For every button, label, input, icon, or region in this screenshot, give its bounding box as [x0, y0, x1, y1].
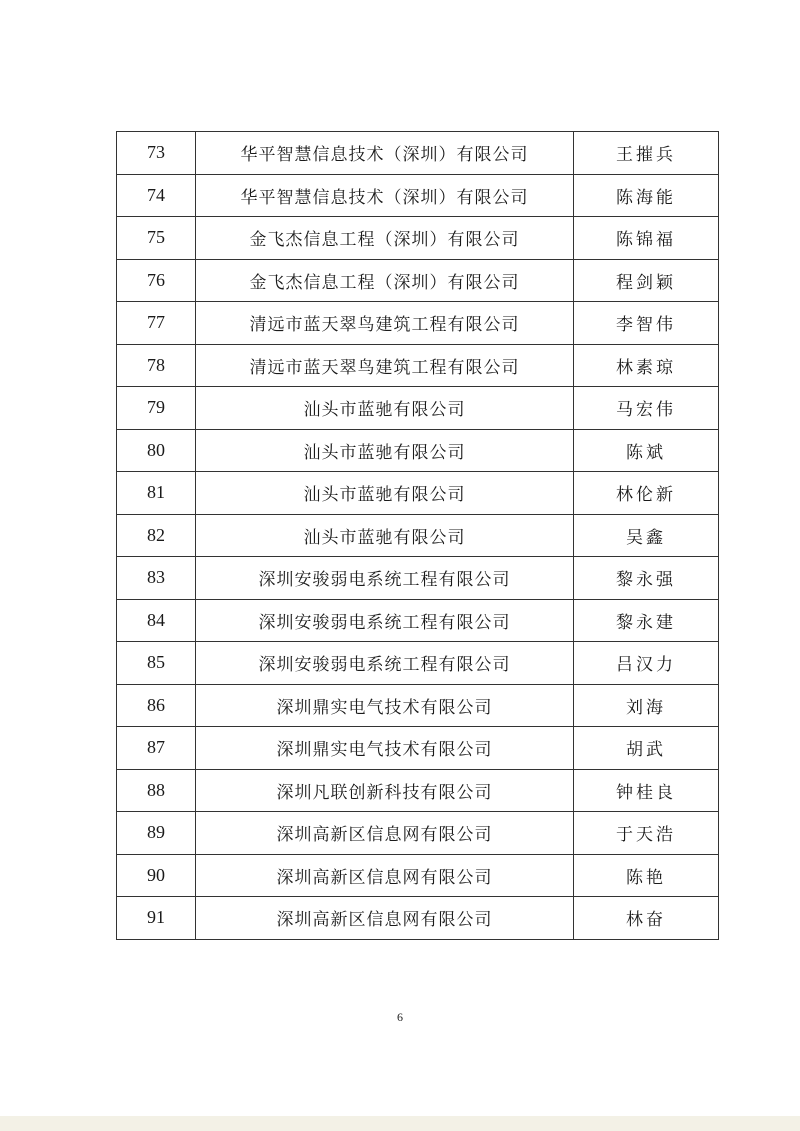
table-row: [117, 897, 719, 940]
row-number-cell: 77: [117, 302, 196, 345]
table-row: [117, 684, 719, 727]
table-row: [117, 472, 719, 515]
person-name-cell: 陈斌: [574, 429, 719, 472]
table-row: [117, 769, 719, 812]
person-name-cell: 胡武: [574, 727, 719, 770]
person-name-cell: 李智伟: [574, 302, 719, 345]
company-name-cell: 清远市蓝天翠鸟建筑工程有限公司: [196, 344, 574, 387]
roster-table-body: [117, 132, 719, 940]
row-number-cell: 82: [117, 514, 196, 557]
company-name-cell: 金飞杰信息工程（深圳）有限公司: [196, 259, 574, 302]
company-name-cell: 深圳安骏弱电系统工程有限公司: [196, 557, 574, 600]
company-name-cell: 深圳鼎实电气技术有限公司: [196, 727, 574, 770]
row-number-cell: 73: [117, 132, 196, 175]
company-name-cell: 深圳凡联创新科技有限公司: [196, 769, 574, 812]
table-row: [117, 344, 719, 387]
row-number-cell: 78: [117, 344, 196, 387]
company-name-cell: 金飞杰信息工程（深圳）有限公司: [196, 217, 574, 260]
row-number-cell: 74: [117, 174, 196, 217]
person-name-cell: 程剑颖: [574, 259, 719, 302]
company-name-cell: 汕头市蓝驰有限公司: [196, 387, 574, 430]
person-name-cell: 林素琼: [574, 344, 719, 387]
company-name-cell: 汕头市蓝驰有限公司: [196, 429, 574, 472]
row-number-cell: 89: [117, 812, 196, 855]
row-number-cell: 81: [117, 472, 196, 515]
person-name-cell: 陈锦福: [574, 217, 719, 260]
company-name-cell: 深圳安骏弱电系统工程有限公司: [196, 642, 574, 685]
page-number: 6: [397, 1010, 403, 1024]
person-name-cell: 黎永强: [574, 557, 719, 600]
person-name-cell: 钟桂良: [574, 769, 719, 812]
person-name-cell: 吕汉力: [574, 642, 719, 685]
company-name-cell: 汕头市蓝驰有限公司: [196, 514, 574, 557]
row-number-cell: 83: [117, 557, 196, 600]
table-row: [117, 599, 719, 642]
company-name-cell: 清远市蓝天翠鸟建筑工程有限公司: [196, 302, 574, 345]
table-row: [117, 854, 719, 897]
person-name-cell: 陈艳: [574, 854, 719, 897]
person-name-cell: 陈海能: [574, 174, 719, 217]
row-number-cell: 75: [117, 217, 196, 260]
table-row: [117, 812, 719, 855]
row-number-cell: 86: [117, 684, 196, 727]
table-row: [117, 642, 719, 685]
scan-edge-strip: [0, 1116, 800, 1131]
table-row: [117, 557, 719, 600]
table-row: [117, 514, 719, 557]
row-number-cell: 87: [117, 727, 196, 770]
company-name-cell: 汕头市蓝驰有限公司: [196, 472, 574, 515]
row-number-cell: 79: [117, 387, 196, 430]
table-row: [117, 727, 719, 770]
table-row: [117, 217, 719, 260]
person-name-cell: 刘海: [574, 684, 719, 727]
person-name-cell: 林伦新: [574, 472, 719, 515]
company-name-cell: 华平智慧信息技术（深圳）有限公司: [196, 132, 574, 175]
row-number-cell: 85: [117, 642, 196, 685]
table-row: [117, 132, 719, 175]
row-number-cell: 88: [117, 769, 196, 812]
row-number-cell: 90: [117, 854, 196, 897]
table-row: [117, 174, 719, 217]
row-number-cell: 84: [117, 599, 196, 642]
table-row: [117, 429, 719, 472]
company-name-cell: 深圳高新区信息网有限公司: [196, 812, 574, 855]
table-row: [117, 302, 719, 345]
row-number-cell: 76: [117, 259, 196, 302]
company-name-cell: 深圳高新区信息网有限公司: [196, 897, 574, 940]
row-number-cell: 91: [117, 897, 196, 940]
table-row: [117, 259, 719, 302]
person-name-cell: 王摧兵: [574, 132, 719, 175]
company-name-cell: 深圳鼎实电气技术有限公司: [196, 684, 574, 727]
company-name-cell: 深圳高新区信息网有限公司: [196, 854, 574, 897]
company-name-cell: 深圳安骏弱电系统工程有限公司: [196, 599, 574, 642]
person-name-cell: 马宏伟: [574, 387, 719, 430]
person-name-cell: 黎永建: [574, 599, 719, 642]
roster-table: [116, 131, 719, 940]
company-name-cell: 华平智慧信息技术（深圳）有限公司: [196, 174, 574, 217]
person-name-cell: 林奋: [574, 897, 719, 940]
person-name-cell: 于天浩: [574, 812, 719, 855]
table-row: [117, 387, 719, 430]
row-number-cell: 80: [117, 429, 196, 472]
person-name-cell: 吴鑫: [574, 514, 719, 557]
